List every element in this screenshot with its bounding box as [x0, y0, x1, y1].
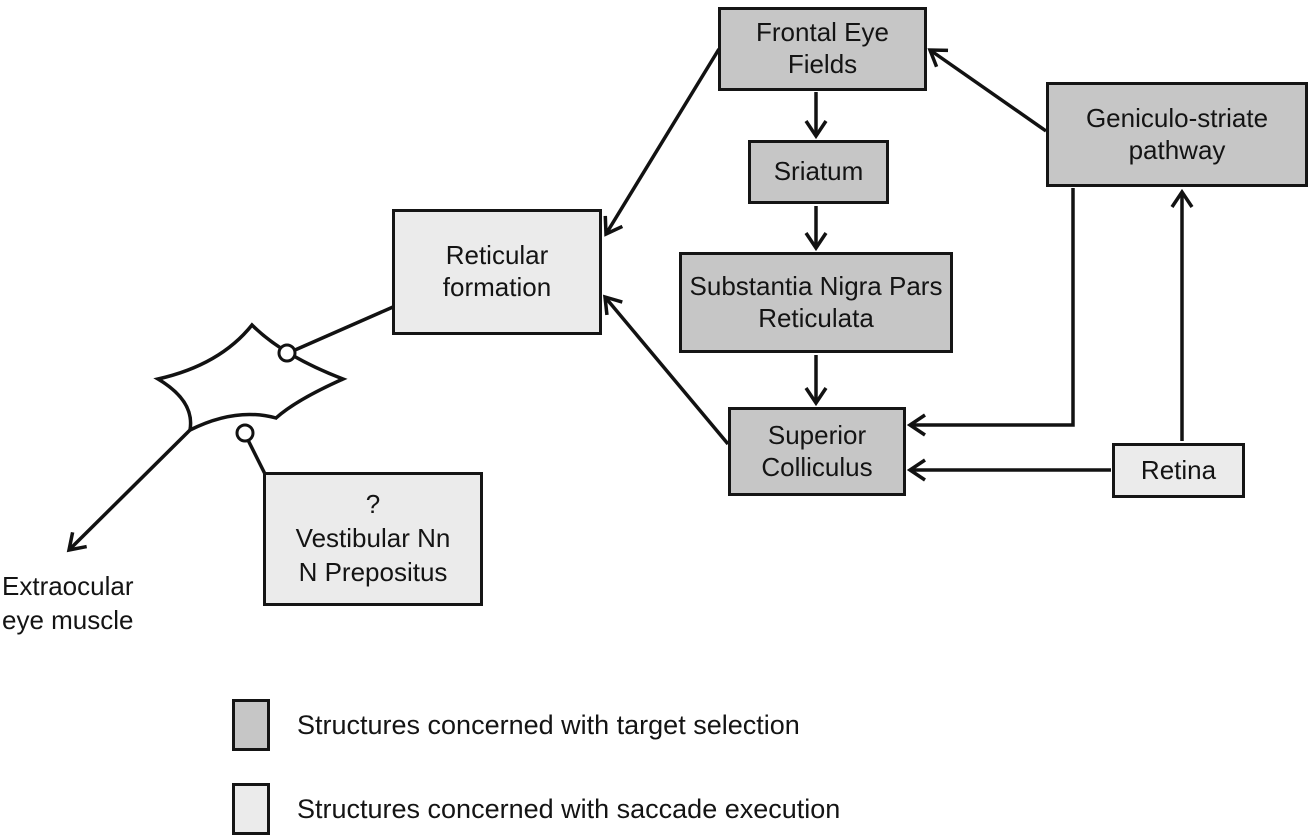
synapse-bouton-vestibular [237, 425, 253, 441]
box-superior-colliculus [728, 407, 906, 496]
box-striatum-label: Sriatum [773, 156, 864, 187]
axon-vestibular-to-motoneuron [248, 440, 265, 474]
legend-label-target-selection: Structures concerned with target selection [297, 709, 800, 740]
box-superior-colliculus-label: Superior Colliculus [761, 419, 873, 482]
box-striatum [748, 140, 889, 204]
box-retina-label: Retina [1140, 454, 1217, 485]
box-frontal-eye-fields [718, 7, 927, 91]
arrow-geniculo-striate-to-fef [930, 50, 1046, 131]
box-retina [1112, 443, 1245, 498]
box-geniculo-striate-pathway [1046, 82, 1308, 187]
legend-item-saccade-execution [232, 783, 840, 835]
arrow-fef-to-reticular-formation [606, 49, 719, 234]
extraocular-label-line-2: eye muscle [2, 604, 134, 635]
legend-swatch-saccade-execution [232, 783, 270, 835]
arrow-motoneuron-to-extraocular-muscle [69, 430, 190, 550]
box-vestibular-nuclei [263, 472, 483, 606]
vestibular-line-2: N Prepositus [298, 556, 448, 587]
axon-reticular-formation-to-motoneuron [295, 307, 393, 350]
legend-swatch-target-selection [232, 699, 270, 751]
box-substantia-nigra [679, 252, 953, 353]
extraocular-label-line-1: Extraocular [2, 571, 134, 601]
synapse-bouton-reticular [279, 345, 295, 361]
vestibular-question-mark: ? [365, 489, 381, 520]
box-reticular-formation-label: Reticular formation [442, 240, 552, 302]
box-geniculo-striate-pathway-label: Geniculo-striate pathway [1085, 102, 1269, 165]
box-frontal-eye-fields-label: Frontal Eye Fields [756, 17, 889, 79]
extraocular-eye-muscle-label [2, 570, 134, 638]
box-substantia-nigra-label: Substantia Nigra Pars Reticulata [689, 270, 943, 333]
vestibular-line-1: Vestibular Nn [295, 523, 451, 554]
box-reticular-formation [392, 209, 602, 335]
legend-label-saccade-execution: Structures concerned with saccade execution [297, 793, 841, 824]
legend-item-target-selection [232, 699, 800, 751]
